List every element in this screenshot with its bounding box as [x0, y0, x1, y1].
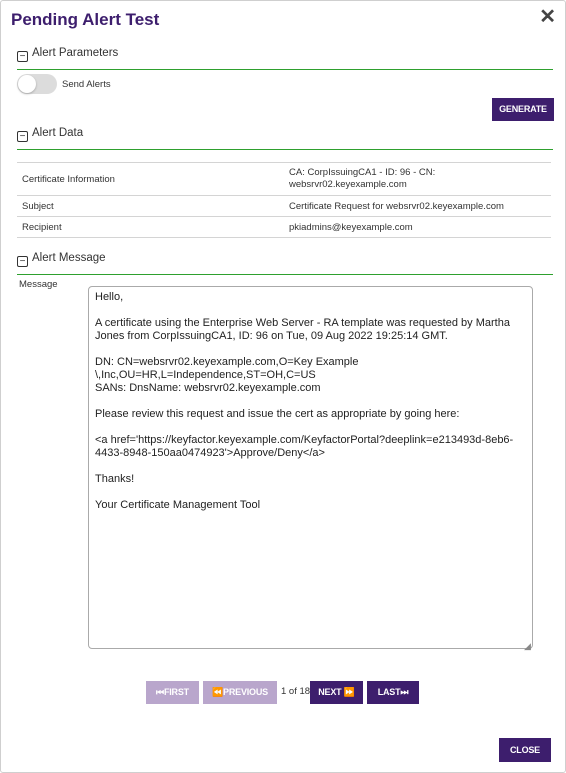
- previous-button[interactable]: ⏪PREVIOUS: [203, 681, 277, 704]
- page-status: 1 of 18: [281, 686, 311, 697]
- alert-message-header[interactable]: [17, 252, 553, 275]
- send-alerts-toggle[interactable]: [17, 74, 57, 94]
- row-value: CA: CorpIssuingCA1 - ID: 96 - CN: websrvr02.keyexample.com: [284, 163, 551, 196]
- alert-data-header[interactable]: [17, 127, 553, 150]
- table-row: [17, 217, 551, 238]
- alert-data-title: Alert Data: [32, 127, 84, 139]
- row-key: Certificate Information: [17, 163, 284, 196]
- alert-parameters-title: Alert Parameters: [32, 47, 119, 59]
- alert-parameters-header[interactable]: [17, 47, 553, 70]
- close-icon[interactable]: ✕: [539, 6, 556, 28]
- row-key: Subject: [17, 196, 284, 217]
- next-button[interactable]: NEXT ⏩: [310, 681, 363, 704]
- generate-button[interactable]: GENERATE: [492, 98, 554, 121]
- dialog-title: Pending Alert Test: [11, 10, 160, 29]
- resize-handle-icon[interactable]: ◢: [524, 641, 531, 651]
- send-alerts-label: Send Alerts: [62, 79, 111, 90]
- close-button[interactable]: CLOSE: [499, 738, 551, 762]
- table-row: [17, 196, 551, 217]
- collapse-icon[interactable]: −: [17, 256, 28, 267]
- message-label: Message: [19, 279, 58, 290]
- first-button[interactable]: ⏮FIRST: [146, 681, 199, 704]
- alert-message-title: Alert Message: [32, 252, 106, 264]
- toggle-knob: [18, 75, 36, 93]
- row-value: Certificate Request for websrvr02.keyexample.com: [284, 196, 551, 217]
- row-key: Recipient: [17, 217, 284, 238]
- row-value: pkiadmins@keyexample.com: [284, 217, 551, 238]
- last-button[interactable]: LAST⏭: [367, 681, 419, 704]
- collapse-icon[interactable]: −: [17, 51, 28, 62]
- table-row: [17, 163, 551, 196]
- alert-data-table: [17, 162, 551, 238]
- message-textarea[interactable]: Hello, A certificate using the Enterprise Web Server - RA template was requested by Martha Jones from CorpIssuingCA1, ID: 96 on Tue, 09 Aug 2022 19:25:14 GMT. DN: CN=websrvr02.keyexample.com,O=Key Example \,Inc,OU=HR,L=Independence,ST=OH,C=US SANs: DnsName: websrvr02.keyexample.com Please review this request and issue the cert as appropriate by going here: <a href='https://keyfactor.keyexample.com/KeyfactorPortal?deeplink=e213493d-8eb6-4433-8948-150aa0474923'>Approve/Deny</a> Thanks! Your Certificate Management Tool: [88, 286, 533, 649]
- collapse-icon[interactable]: −: [17, 131, 28, 142]
